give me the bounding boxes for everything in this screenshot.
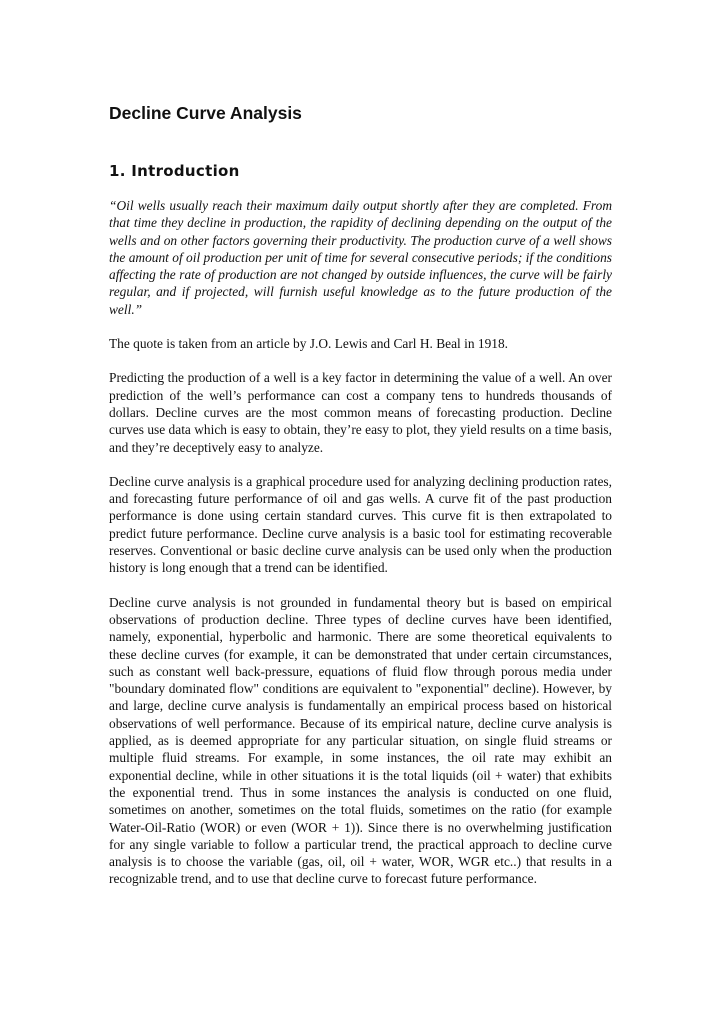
section-heading-introduction: 1. Introduction [109,162,240,180]
paragraph-graphical-procedure: Decline curve analysis is a graphical procedure used for analyzing declining production rates, and forecasting future performance of oil and gas wells. A curve fit of the past production performance is done using certain standard curves. This curve fit is then extrapolated to predict future performance. Decline curve analysis is a basic tool for estimating recoverable reserves. Conventional or basic decline curve analysis can be used only when the production history is long enough that a trend can be identified. [109,473,612,576]
paragraph-empirical-basis: Decline curve analysis is not grounded in fundamental theory but is based on empirical observations of production decline. Three types of decline curves have been identified, namely, exponential, hyperbolic and harmonic. There are some theoretical equivalents to these decline curves (for example, it can be demonstrated that under certain circumstances, such as constant well back-pressure, equations of fluid flow through porous media under "boundary dominated flow" conditions are equivalent to "exponential" decline). However, by and large, decline curve analysis is fundamentally an empirical process based on historical observations of well performance. Because of its empirical nature, decline curve analysis is applied, as is deemed appropriate for any particular situation, on single fluid streams or multiple fluid streams. For example, in some instances, the oil rate may exhibit an exponential decline, while in other situations it is the total liquids (oil + water) that exhibits the exponential trend. Thus in some instances the analysis is conducted on one fluid, sometimes on another, sometimes on the total fluids, sometimes on the ratio (for example Water-Oil-Ratio (WOR) or even (WOR + 1)). Since there is no overwhelming justification for any single variable to follow a particular trend, the practical approach to decline curve analysis is to choose the variable (gas, oil, oil + water, WOR, WGR etc..) that results in a recognizable trend, and to use that decline curve to forecast future performance. [109,594,612,887]
document-page [109,100,612,888]
paragraph-prediction-value: Predicting the production of a well is a key factor in determining the value of a well. An over prediction of the well’s performance can cost a company tens to hundreds thousands of dollars. Decline curves are the most common means of forecasting production. Decline curves use data which is easy to obtain, they’re easy to plot, they yield results on a time basis, and they’re deceptively easy to analyze. [109,370,612,455]
opening-quote: “Oil wells usually reach their maximum daily output shortly after they are completed. From that time they decline in production, the rapidity of declining depending on the output of the wells and on other factors governing their productivity. The production curve of a well shows the amount of oil production per unit of time for several consecutive periods; if the conditions affecting the rate of production are not changed by outside influences, the curve will be fairly regular, and if projected, will furnish useful knowledge as to the future production of the well.” [109,198,612,317]
quote-attribution-paragraph: The quote is taken from an article by J.O. Lewis and Carl H. Beal in 1918. [109,336,509,352]
document-title: Decline Curve Analysis [109,103,302,123]
